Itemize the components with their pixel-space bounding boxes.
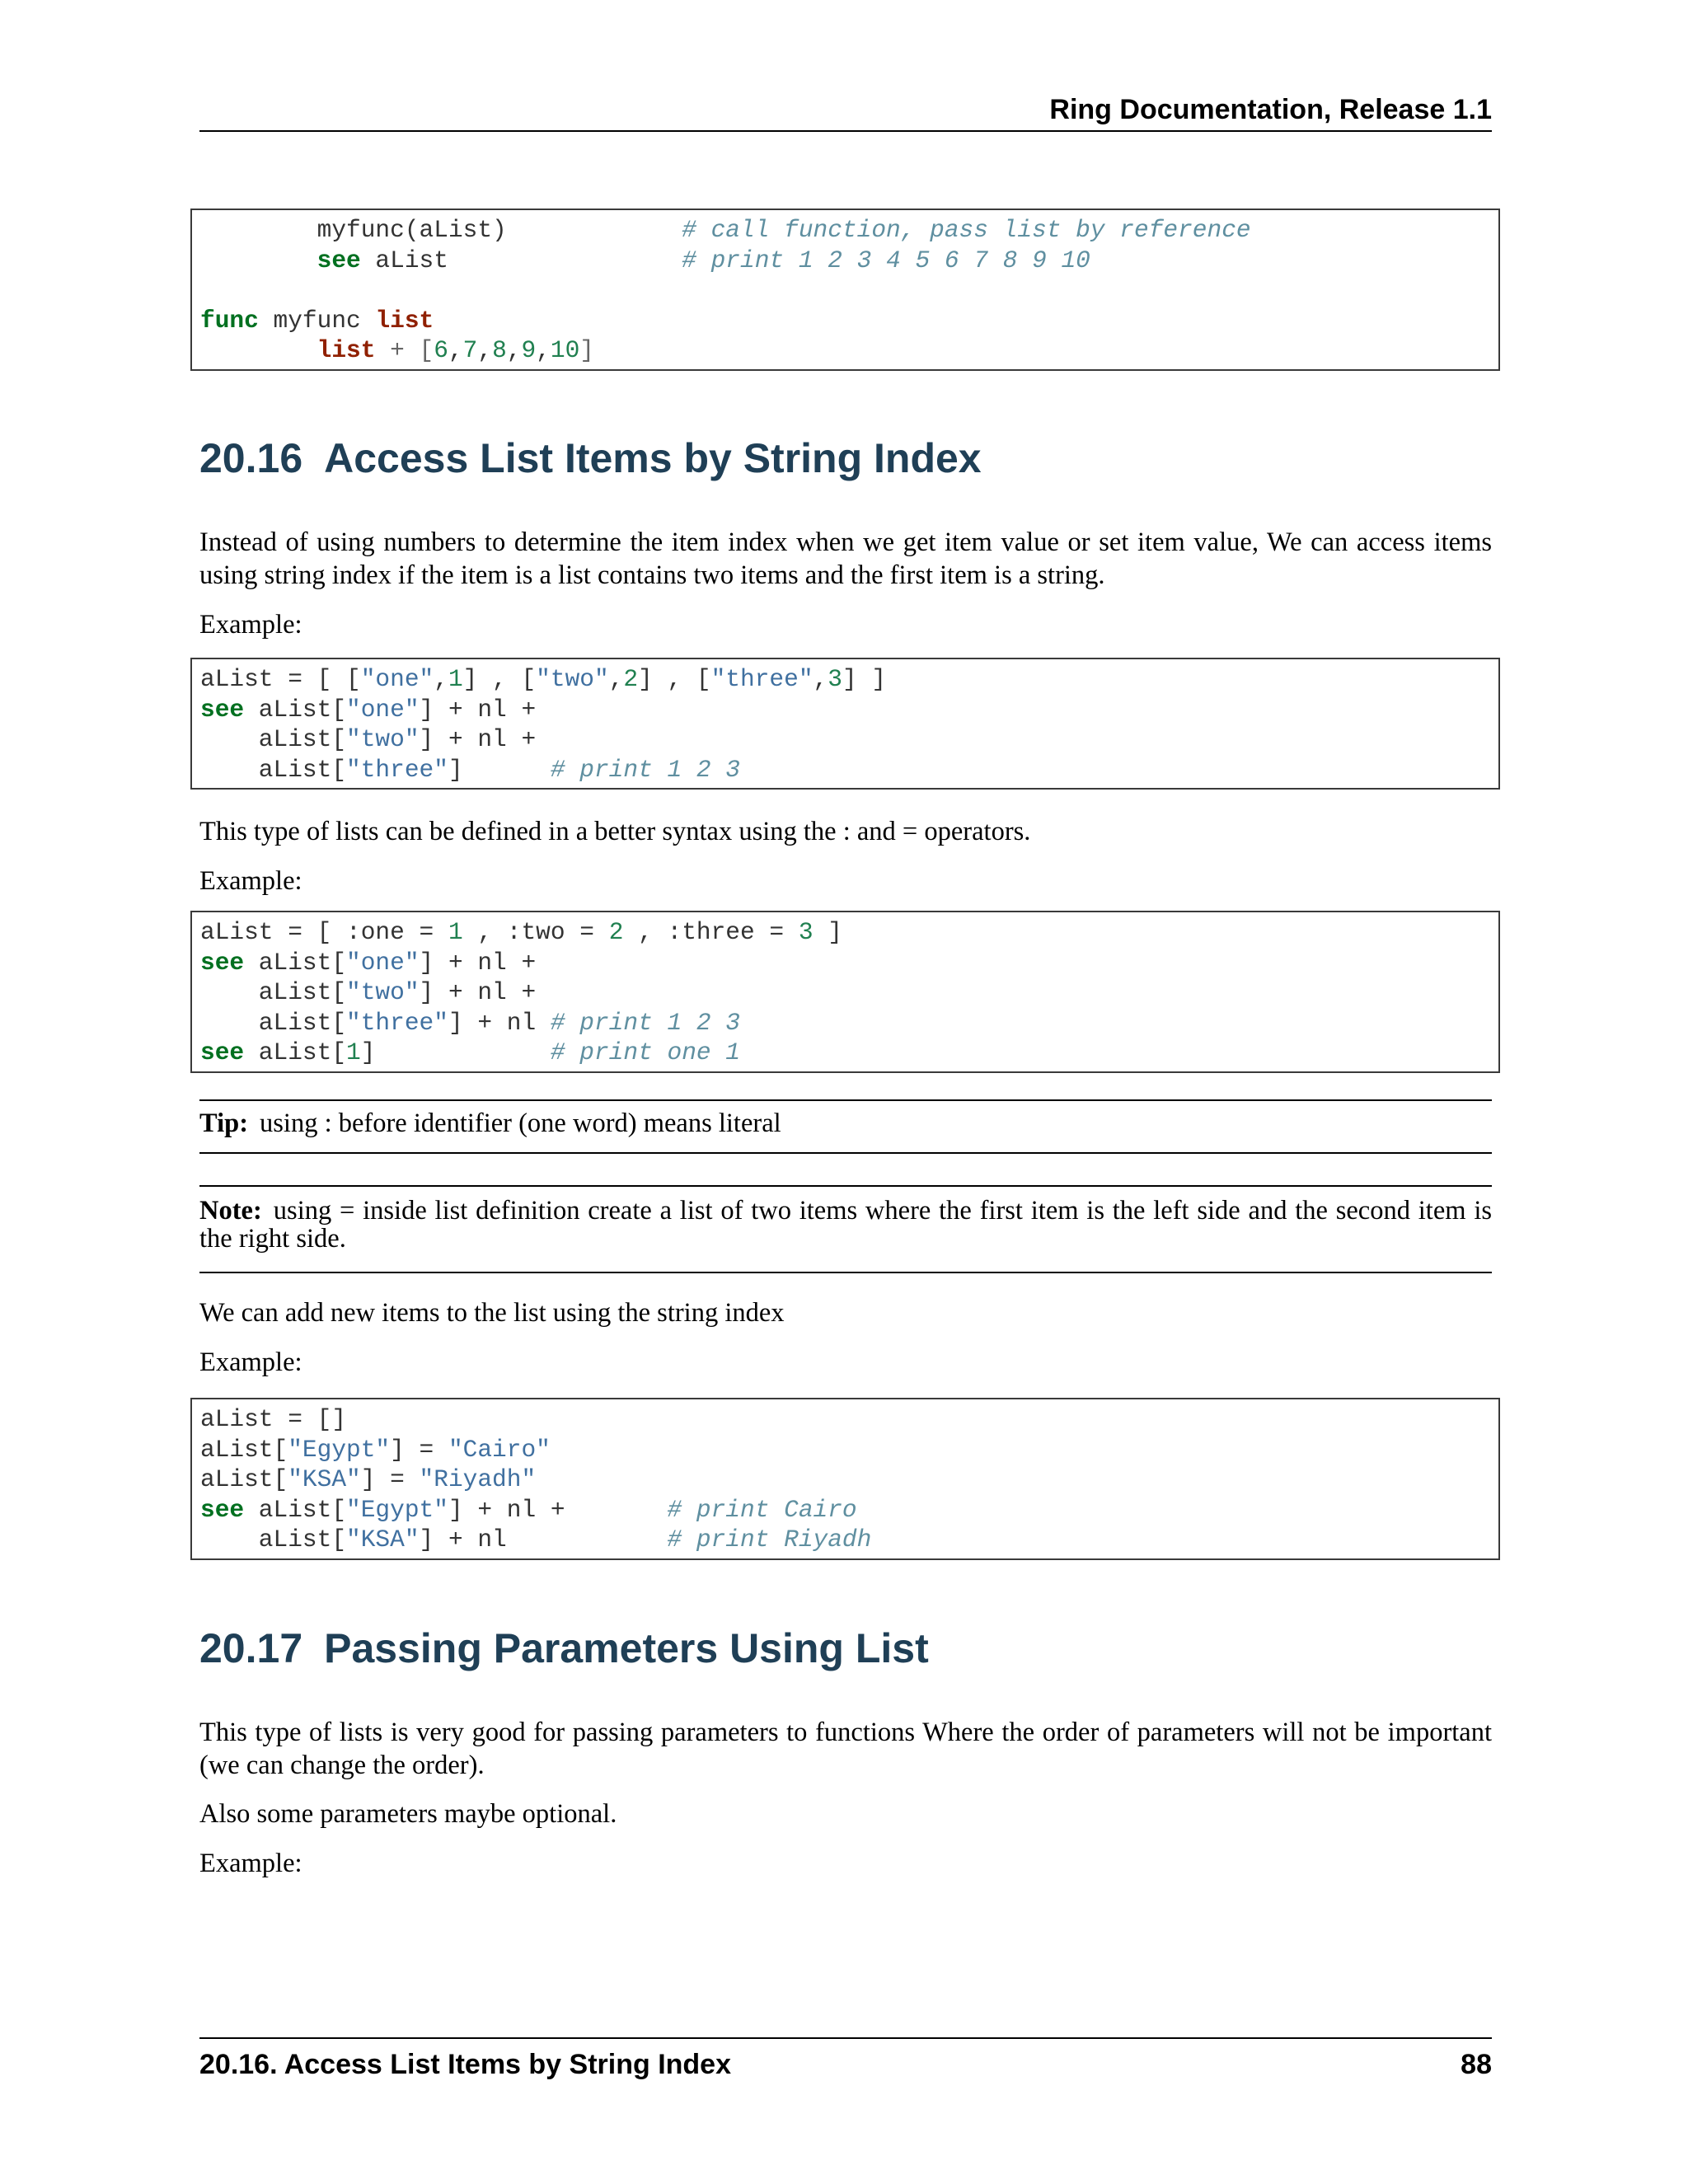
note-admonition [199,1197,1492,1253]
section-title: Passing Parameters Using List [324,1625,929,1671]
code-line: func myfunc list [200,306,434,335]
tip-text: using : before identifier (one word) means literal [260,1108,781,1138]
code-line: aList["two"] + nl + [200,725,537,753]
tip-admonition [199,1109,1492,1137]
tip-top-rule [199,1099,1492,1101]
section-heading-20-16 [199,434,982,483]
code-line: aList["three"] # print 1 2 3 [200,755,741,784]
page-number: 88 [1461,2049,1492,2080]
note-text: using = inside list definition create a list of two items where the first item is the left side and the second item is the right side. [199,1196,1492,1254]
code-line: see aList[1] # print one 1 [200,1038,741,1066]
note-bottom-rule [199,1272,1492,1273]
paragraph-params: This type of lists is very good for passing parameters to functions Where the order of parameters will not be important (we can change the order). [199,1718,1492,1780]
footer-section: 20.16. Access List Items by String Index [199,2049,732,2080]
example-label: Example: [199,1347,302,1377]
code-line: see aList["one"] + nl + [200,695,537,724]
tip-bottom-rule [199,1152,1492,1154]
tip-label: Tip: [199,1108,249,1138]
code-block-4 [190,1398,1500,1560]
code-line: myfunc(aList) # call function, pass list by reference [200,216,1251,244]
code-block-1 [190,209,1500,371]
page-footer [199,2037,1492,2080]
example-label: Example: [199,610,302,640]
code-line-blank [200,275,1490,306]
code-block-2 [190,658,1500,790]
section-title: Access List Items by String Index [324,435,982,481]
header-title: Ring Documentation, Release 1.1 [1049,94,1492,125]
note-label: Note: [199,1196,262,1226]
code-line: aList = [ :one = 1 , :two = 2 , :three = 3 ] [200,918,842,946]
example-label: Example: [199,866,302,896]
note-top-rule [199,1185,1492,1187]
code-block-3 [190,911,1500,1073]
section-heading-20-17 [199,1624,929,1673]
code-line: aList["three"] + nl # print 1 2 3 [200,1008,741,1037]
section-number: 20.17 [199,1625,303,1671]
code-line: aList["KSA"] + nl # print Riyadh [200,1526,872,1554]
code-line: aList["KSA"] = "Riyadh" [200,1465,537,1493]
paragraph-intro: Instead of using numbers to determine the item index when we get item value or set item value, We can access items using string index if the item is a list contains two items and the first item is a string. [199,527,1492,590]
code-line: list + [6,7,8,9,10] [316,336,594,364]
code-line: see aList["one"] + nl + [200,948,537,977]
code-line: aList["two"] + nl + [200,978,537,1006]
code-line: aList = [] [200,1405,347,1433]
section-number: 20.16 [199,435,303,481]
code-line: see aList # print 1 2 3 4 5 6 7 8 9 10 [316,246,1090,274]
example-label: Example: [199,1849,302,1878]
code-line: aList = [ ["one",1] , ["two",2] , ["three",3] ] [200,665,887,693]
paragraph-add: We can add new items to the list using the string index [199,1298,785,1328]
paragraph-syntax: This type of lists can be defined in a better syntax using the : and = operators. [199,817,1031,846]
paragraph-optional: Also some parameters maybe optional. [199,1799,617,1829]
code-line: see aList["Egypt"] + nl + # print Cairo [200,1495,857,1524]
code-line: aList["Egypt"] = "Cairo" [200,1435,551,1464]
page-header [199,92,1492,132]
